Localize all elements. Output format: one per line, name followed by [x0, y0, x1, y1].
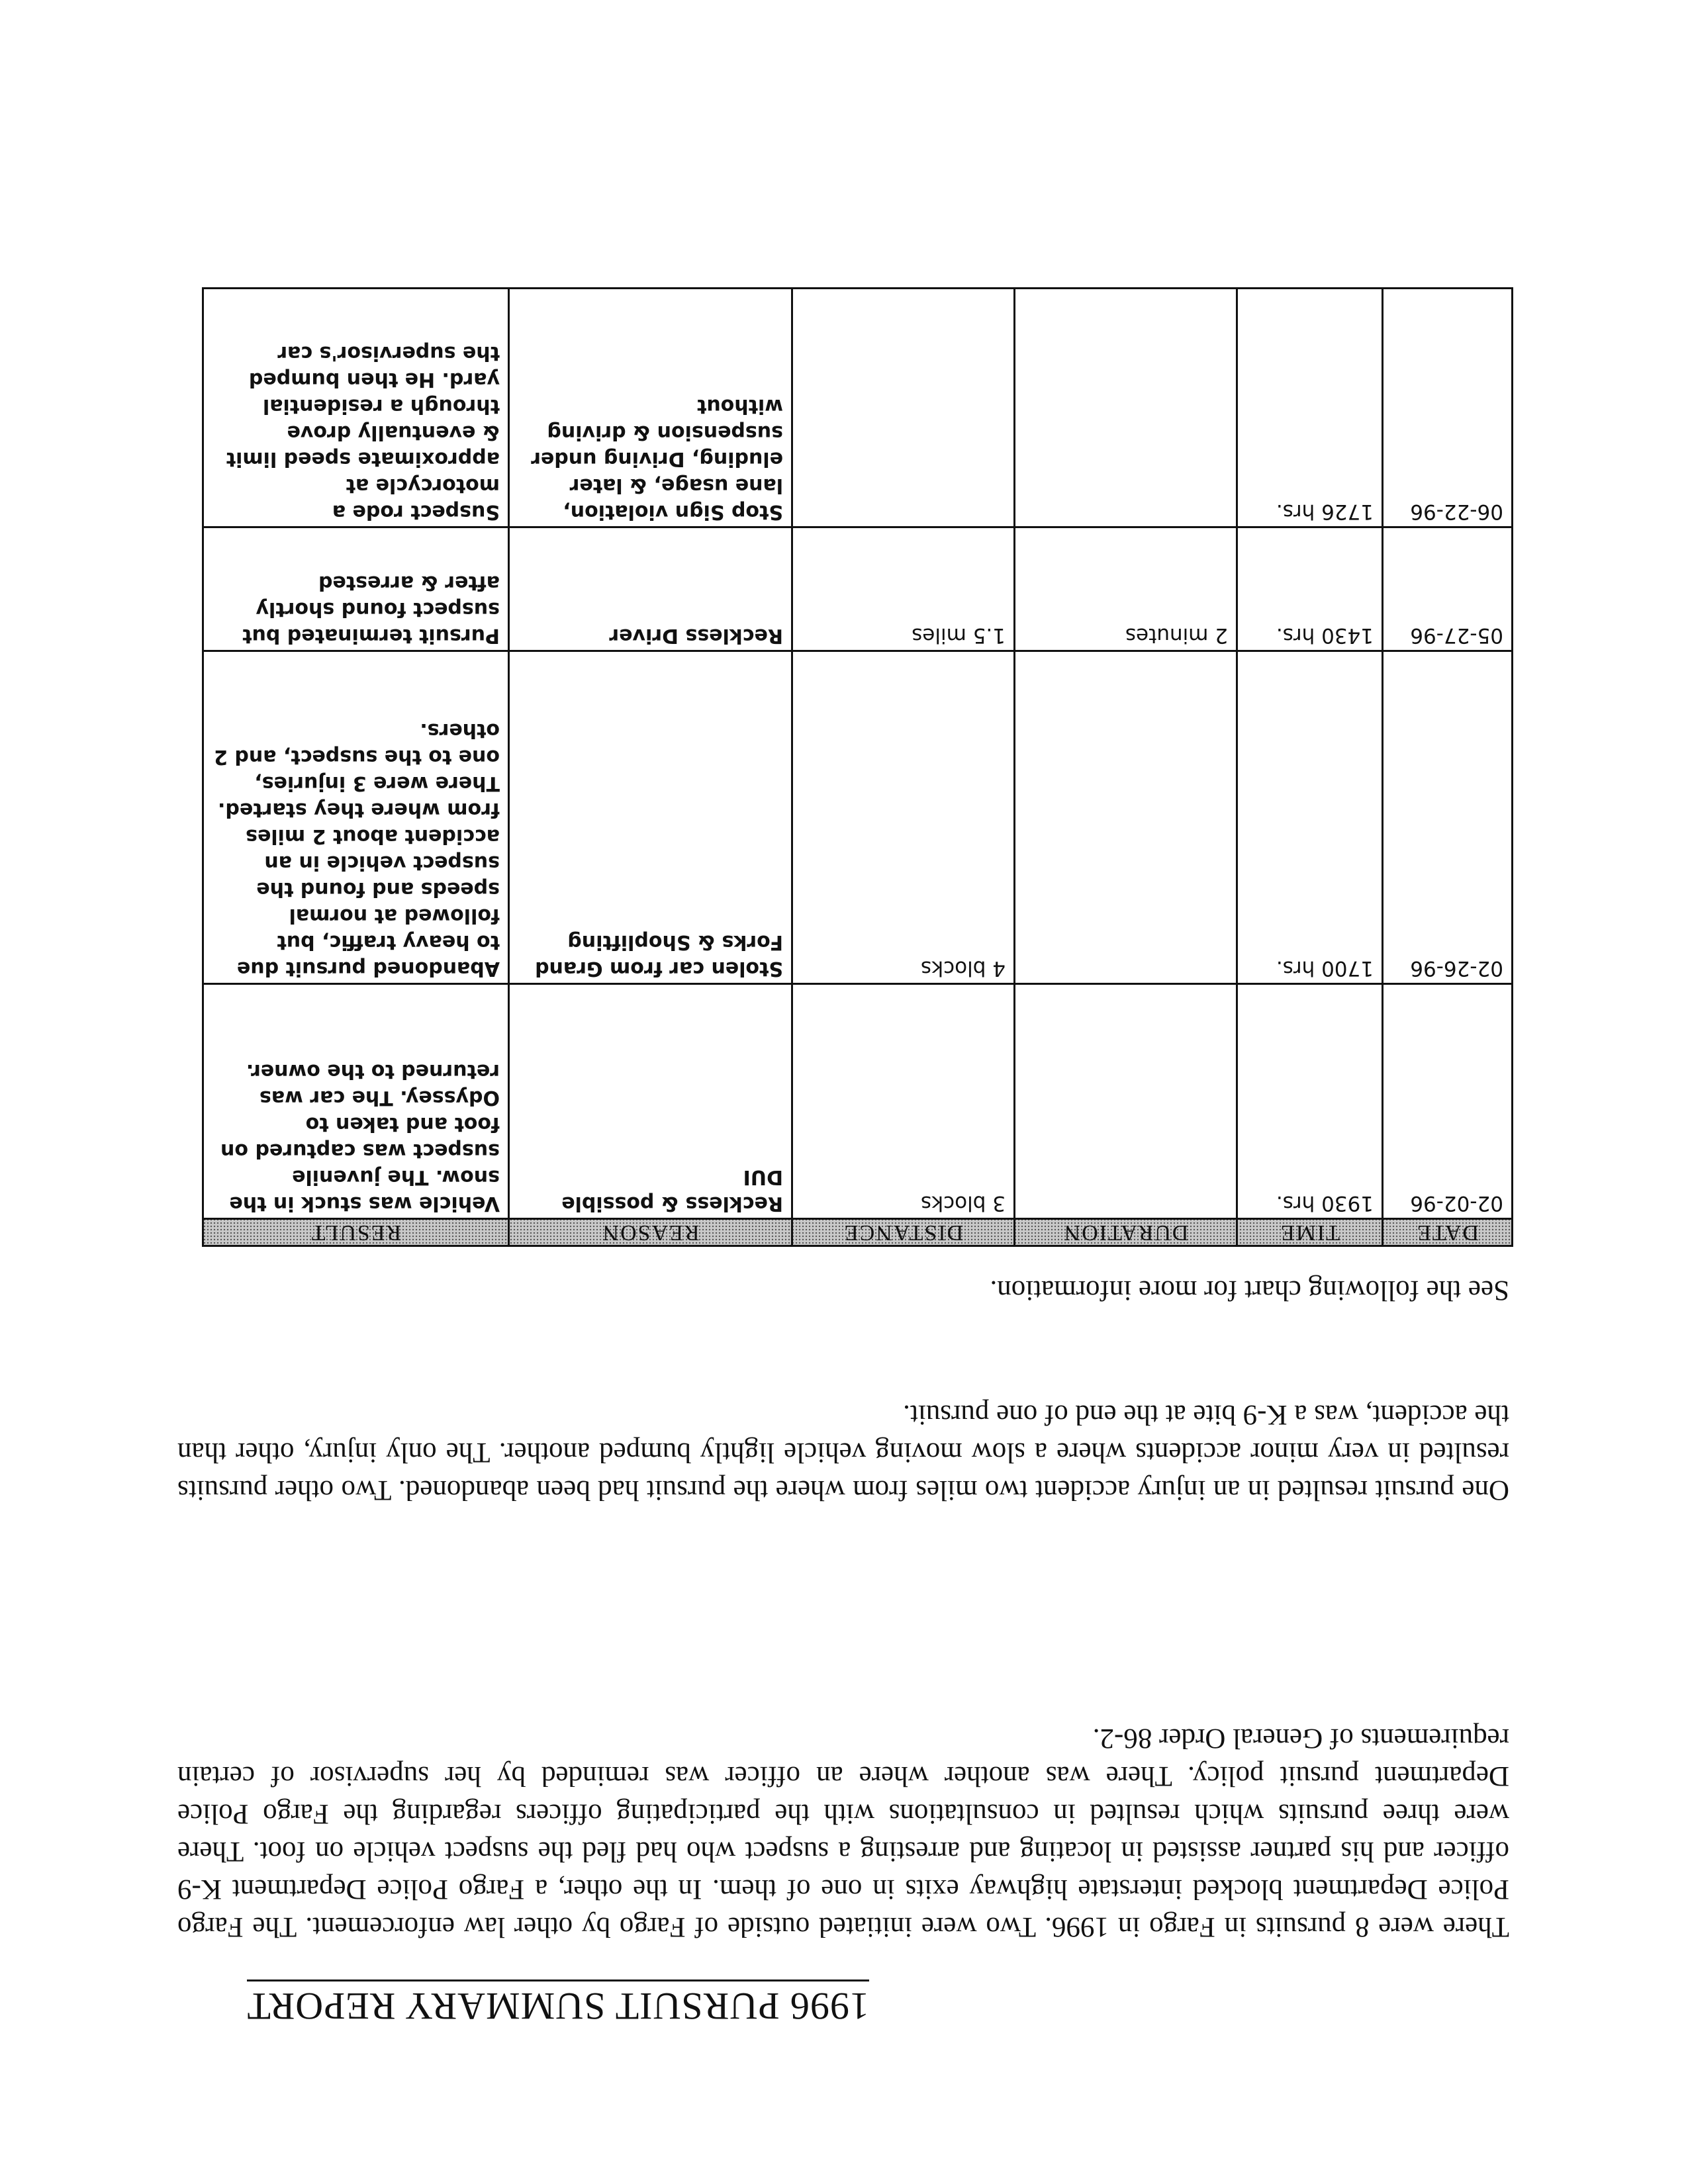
pursuit-table [202, 287, 1513, 1247]
cell-time: 1430 hrs. [1237, 527, 1383, 651]
cell-time: 1726 hrs. [1237, 289, 1383, 527]
table-row [203, 527, 1513, 651]
cell-duration [1015, 289, 1237, 527]
cell-date: 02-02-96 [1383, 984, 1513, 1219]
cell-duration: 2 minutes [1015, 527, 1237, 651]
cell-duration [1015, 984, 1237, 1219]
table-row [203, 289, 1513, 527]
cell-distance: 4 blocks [792, 651, 1015, 984]
cell-result: Pursuit terminated but suspect found shortly after & arrested [203, 527, 509, 651]
intro-paragraph: There were 8 pursuits in Fargo in 1996. Two were initiated outside of Fargo by other law enforcement. The Fargo Police Department blocked interstate highway exits in one of them. In the other, a Fargo Police Department K-9 officer and his partner assisted in locating and arresting a suspect who had fled the suspect vehicle on foot. There were three pursuits which resulted in consultations with the participating officers regarding the Fargo Police Department pursuit policy. There was another where an officer was reminded by her supervisor of certain requirements of General Order 86-2. [177, 1723, 1509, 1942]
cell-duration [1015, 651, 1237, 984]
cell-result: Suspect rode a motorcycle at approximate speed limit & eventually drove through a residential yard. He then bumped the supervisor's car [203, 289, 509, 527]
cell-distance: 1.5 miles [792, 527, 1015, 651]
header-distance: DISTANCE [792, 1219, 1015, 1246]
table-row [203, 651, 1513, 984]
accident-paragraph: One pursuit resulted in an injury accident two miles from where the pursuit had been abandoned. Two other pursuits resulted in very minor accidents where a slow moving vehicle lightly bumped another. The only injury, other than the accident, was a K-9 bite at the end of one pursuit. [177, 1399, 1509, 1506]
table-header-row [203, 1219, 1513, 1246]
cell-date: 05-27-96 [1383, 527, 1513, 651]
cell-result: Vehicle was stuck in the snow. The juvenile suspect was captured on foot and taken to Odyssey. The car was returned to the owner. [203, 984, 509, 1219]
header-duration: DURATION [1015, 1219, 1237, 1246]
header-date: DATE [1383, 1219, 1513, 1246]
cell-time: 1700 hrs. [1237, 651, 1383, 984]
cell-reason: Stolen car from Grand Forks & Shoplifting [509, 651, 792, 984]
table-row [203, 984, 1513, 1219]
cell-distance: 3 blocks [792, 984, 1015, 1219]
page-title: 1996 PURSUIT SUMMARY REPORT [247, 1979, 869, 2028]
cell-reason: Stop Sign violation, lane usage, & later eluding, Driving under suspension & driving without [509, 289, 792, 527]
cell-date: 02-26-96 [1383, 651, 1513, 984]
cell-reason: Reckless & possible DUI [509, 984, 792, 1219]
header-reason: REASON [509, 1219, 792, 1246]
cell-result: Abandoned pursuit due to heavy traffic, but followed at normal speeds and found the suspect vehicle in an accident about 2 miles from where they started. There were 3 injuries, one to the suspect, and 2 others. [203, 651, 509, 984]
cell-reason: Reckless Driver [509, 527, 792, 651]
chart-reference-note: See the following chart for more information. [990, 1275, 1509, 1306]
cell-distance [792, 289, 1015, 527]
cell-date: 06-22-96 [1383, 289, 1513, 527]
header-time: TIME [1237, 1219, 1383, 1246]
cell-time: 1930 hrs. [1237, 984, 1383, 1219]
header-result: RESULT [203, 1219, 509, 1246]
